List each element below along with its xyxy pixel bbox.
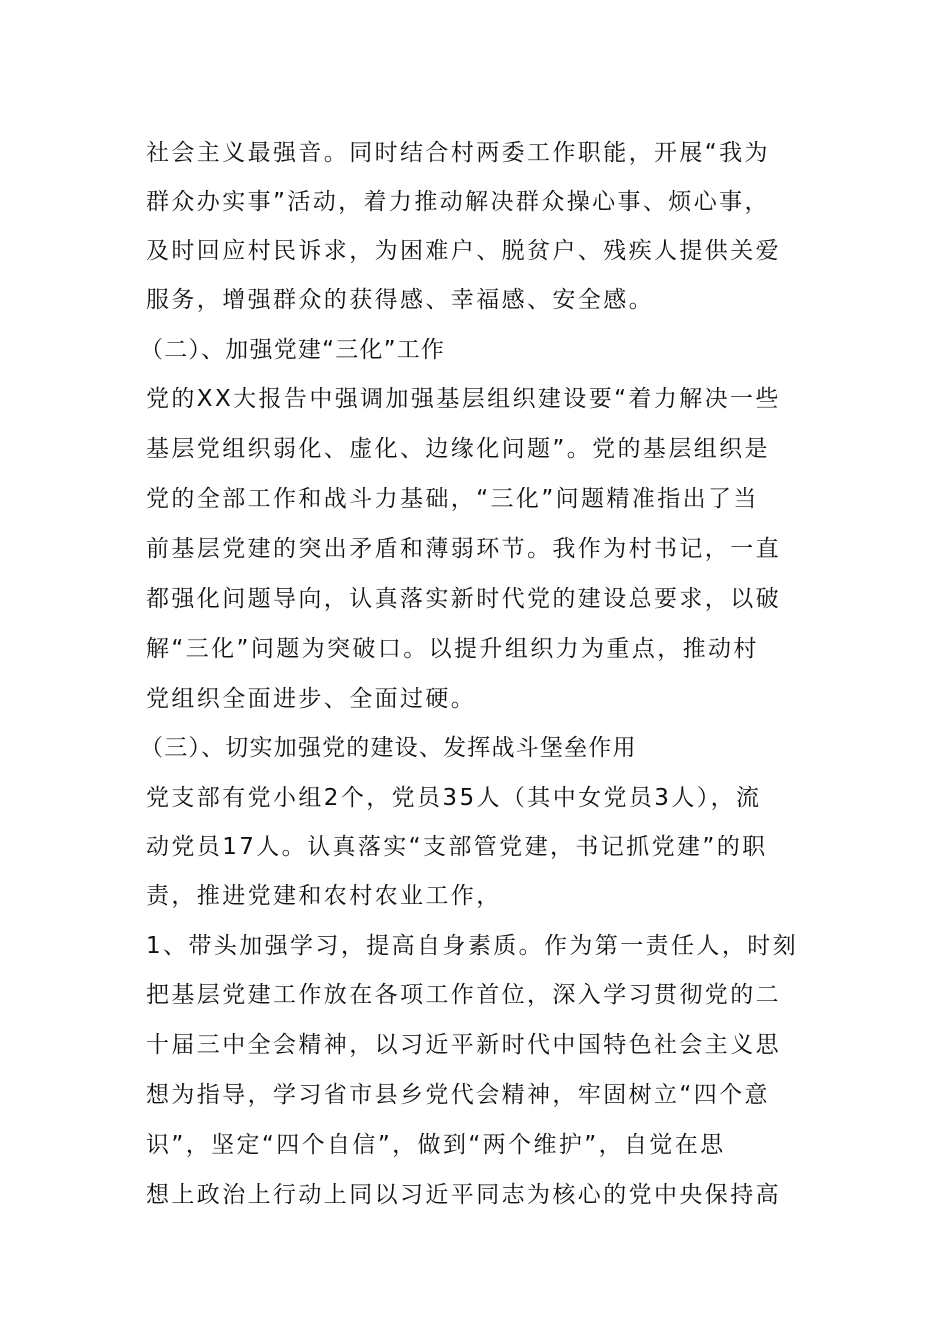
paragraph-line: 基层党组织弱化、虚化、边缘化问题”。党的基层组织是 [146,436,770,462]
paragraph-line: 都强化问题导向，认真落实新时代党的建设总要求，以破 [146,586,781,612]
paragraph-line: 动党员17人。认真落实“支部管党建，书记抓党建”的职 [146,834,768,860]
paragraph-line: 想上政治上行动上同以习近平同志为核心的党中央保持高 [146,1182,781,1208]
section-heading-2: （二）、加强党建“三化”工作 [140,337,446,363]
section-heading-3: （三）、切实加强党的建设、发挥战斗堡垒作用 [140,735,637,761]
paragraph-line: 责，推进党建和农村农业工作， [146,883,502,909]
paragraph-line: 社会主义最强音。同时结合村两委工作职能，开展“我为 [146,140,770,166]
paragraph-line: 及时回应村民诉求，为困难户、脱贫户、残疾人提供关爱 [146,238,781,264]
paragraph-line: 识”，坚定“四个自信”，做到“两个维护”，自觉在思 [146,1132,726,1158]
paragraph-line: 党组织全面进步、全面过硬。 [146,686,477,712]
paragraph-line: 党支部有党小组2个，党员35人（其中女党员3人），流 [146,785,762,811]
paragraph-line: 1、带头加强学习，提高自身素质。作为第一责任人，时刻 [146,933,799,959]
paragraph-line: 把基层党建工作放在各项工作首位，深入学习贯彻党的二 [146,982,781,1008]
paragraph-line: 群众办实事”活动，着力推动解决群众操心事、烦心事， [146,189,770,215]
paragraph-line: 十届三中全会精神，以习近平新时代中国特色社会主义思 [146,1032,781,1058]
paragraph-line: 党的XX大报告中强调加强基层组织建设要“着力解决一些 [146,386,781,412]
paragraph-line: 前基层党建的突出矛盾和薄弱环节。我作为村书记，一直 [146,536,781,562]
paragraph-line: 解“三化”问题为突破口。以提升组织力为重点，推动村 [146,636,759,662]
paragraph-line: 想为指导，学习省市县乡党代会精神，牢固树立“四个意 [146,1082,770,1108]
paragraph-line: 服务，增强群众的获得感、幸福感、安全感。 [146,287,654,313]
paragraph-line: 党的全部工作和战斗力基础，“三化”问题精准指出了当 [146,486,759,512]
